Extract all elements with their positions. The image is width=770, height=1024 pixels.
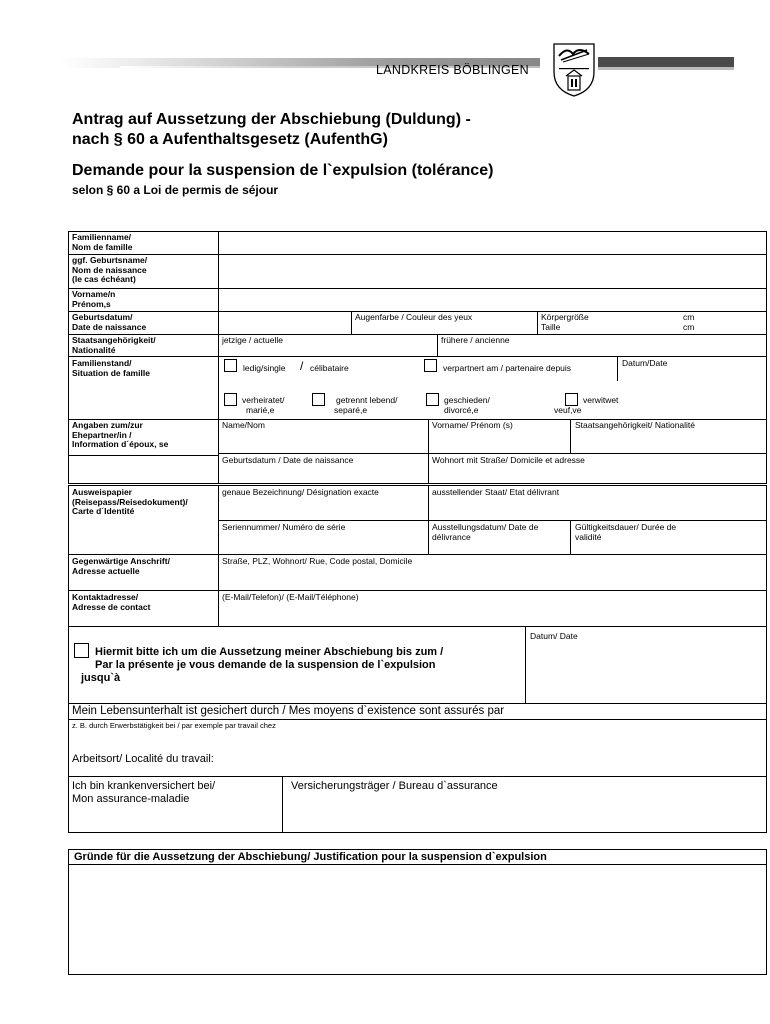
- livelihood-hint: z. B. durch Erwerbstätigkeit bei / par exemple par travail chez: [72, 721, 276, 730]
- birthdate-label-fr: Date de naissance: [72, 321, 147, 332]
- reasons-field[interactable]: [69, 865, 766, 974]
- surname-label: [72, 233, 132, 252]
- widowed-label-fr: veuf,ve: [554, 404, 582, 415]
- title-german-line1: Antrag auf Aussetzung der Abschiebung (Duldung) -: [72, 111, 471, 128]
- birthname-label-fr: Nom de naissance: [72, 264, 147, 275]
- single-separator: /: [300, 359, 304, 373]
- livelihood-field[interactable]: [69, 730, 766, 776]
- current-address-field[interactable]: [219, 567, 766, 590]
- id-issuing-state-field[interactable]: [429, 498, 766, 520]
- contact-address-label-de: Kontaktadresse/: [72, 592, 139, 602]
- separated-label: [334, 396, 397, 415]
- request-statement: [81, 646, 444, 685]
- insurance-label-de: Ich bin krankenversichert bei/: [72, 780, 216, 792]
- insurer-field[interactable]: [283, 794, 766, 832]
- id-validity-label: [575, 523, 676, 542]
- birthname-label-de: ggf. Geburtsname/: [72, 255, 148, 265]
- surname-field[interactable]: [219, 232, 766, 254]
- former-nationality-label: frühere / ancienne: [441, 335, 510, 345]
- married-label: [242, 396, 285, 415]
- civil-partnership-checkbox[interactable]: [424, 359, 437, 372]
- reasons-heading: Gründe für die Aussetzung der Abschiebung/ Justification pour la suspension d`expulsion: [74, 851, 547, 863]
- firstname-field[interactable]: [219, 289, 766, 311]
- height-unit-2: cm: [683, 321, 695, 332]
- request-statement-fr: Par la présente je vous demande de la suspension de l`expulsion: [95, 659, 436, 671]
- spouse-nationality-label: Staatsangehörigkeit/ Nationalité: [575, 420, 696, 430]
- insurance-label: [72, 780, 215, 806]
- height-unit: [683, 313, 694, 332]
- id-designation-label: genaue Bezeichnung/ Désignation exacte: [222, 487, 379, 497]
- divorced-label: [444, 396, 490, 415]
- birthname-field[interactable]: [219, 255, 766, 288]
- celibataire-label: célibataire: [310, 363, 349, 373]
- title-german-line2: nach § 60 a Aufenthaltsgesetz (AufenthG): [72, 131, 388, 148]
- civil-partnership-label: verpartnert am / partenaire depuis: [443, 363, 572, 373]
- former-nationality-field[interactable]: [438, 345, 766, 356]
- id-issue-date-label-l2: délivrance: [432, 531, 471, 542]
- title-french: Demande pour la suspension de l`expulsion (tolérance): [72, 162, 494, 179]
- spouse-label-l1: Angaben zum/zur: [72, 420, 143, 430]
- contact-address-label: [72, 593, 150, 612]
- eye-color-label: Augenfarbe / Couleur des yeux: [355, 312, 473, 322]
- spouse-birthdate-field[interactable]: [219, 466, 428, 483]
- marital-status-label-de: Familienstand/: [72, 358, 132, 368]
- height-label-de: Körpergröße: [541, 312, 589, 322]
- spouse-firstname-field[interactable]: [429, 431, 570, 453]
- id-serial-field[interactable]: [219, 533, 428, 554]
- request-statement-de: Hiermit bitte ich um die Aussetzung meiner Abschiebung bis zum /: [95, 646, 444, 658]
- subtitle-french: selon § 60 a Loi de permis de séjour: [72, 183, 279, 197]
- partnership-date-label: Datum/Date: [622, 358, 668, 368]
- current-address-hint: Straße, PLZ, Wohnort/ Rue, Code postal, Domicile: [222, 556, 413, 566]
- id-issuing-state-label: ausstellender Staat/ Etat délivrant: [432, 487, 560, 497]
- id-designation-field[interactable]: [219, 498, 428, 520]
- surname-label-de: Familienname/: [72, 232, 132, 242]
- contact-address-label-fr: Adresse de contact: [72, 601, 151, 612]
- header-bar-line: [598, 67, 734, 70]
- spouse-birthdate-label: Geburtsdatum / Date de naissance: [222, 455, 354, 465]
- id-document-label: [72, 488, 188, 517]
- id-validity-label-l2: validité: [575, 531, 602, 542]
- livelihood-heading: Mein Lebensunterhalt ist gesichert durch / Mes moyens d`existence sont assurés par: [72, 705, 505, 717]
- insurance-label-fr: Mon assurance-maladie: [72, 793, 190, 805]
- nationality-label-fr: Nationalité: [72, 344, 116, 355]
- separated-label-de: getrennt lebend/: [336, 395, 398, 405]
- id-document-label-l1: Ausweispapier: [72, 487, 132, 497]
- id-document-label-l2: (Reisepass/Reisedokument)/: [72, 496, 188, 507]
- married-label-fr: marié,e: [246, 404, 275, 415]
- single-checkbox[interactable]: [224, 359, 237, 372]
- id-validity-label-l1: Gültigkeitsdauer/ Durée de: [575, 522, 677, 532]
- divorced-label-fr: divorcé,e: [444, 404, 479, 415]
- surname-label-fr: Nom de famille: [72, 241, 133, 252]
- current-nationality-field[interactable]: [219, 345, 437, 356]
- firstname-label-de: Vorname/n: [72, 289, 116, 299]
- birthname-label: [72, 256, 147, 285]
- id-serial-label: Seriennummer/ Numéro de série: [222, 522, 346, 532]
- current-address-label: [72, 557, 170, 576]
- spouse-firstname-label: Vorname/ Prénom (s): [432, 420, 513, 430]
- id-issue-date-label: [432, 523, 538, 542]
- spouse-name-field[interactable]: [219, 431, 428, 453]
- spouse-name-label: Name/Nom: [222, 420, 265, 430]
- id-issue-date-label-l1: Ausstellungsdatum/ Date de: [432, 522, 539, 532]
- spouse-address-field[interactable]: [429, 466, 766, 483]
- current-address-label-de: Gegenwärtige Anschrift/: [72, 556, 170, 566]
- authority-name: LANDKREIS BÖBLINGEN: [376, 63, 529, 77]
- spouse-label-l3: Information d´époux, se: [72, 439, 169, 449]
- spouse-label: [72, 421, 168, 450]
- firstname-label-fr: Prénom,s: [72, 298, 111, 309]
- insurer-label: Versicherungsträger / Bureau d`assurance: [291, 780, 498, 792]
- nationality-label-de: Staatsangehörigkeit/: [72, 335, 156, 345]
- height-label: [541, 313, 589, 332]
- marital-status-label-fr: Situation de famille: [72, 367, 150, 378]
- birthname-label-note: (le cas échéant): [72, 274, 136, 284]
- contact-address-field[interactable]: [219, 603, 766, 626]
- widowed-label-de: verwitwet: [583, 395, 619, 405]
- birthdate-label-de: Geburtsdatum/: [72, 312, 133, 322]
- separated-checkbox[interactable]: [312, 393, 325, 406]
- married-checkbox[interactable]: [224, 393, 237, 406]
- request-statement-fr-cont: jusqu`à: [81, 672, 121, 684]
- request-date-field[interactable]: [526, 642, 766, 703]
- marital-status-label: [72, 359, 150, 378]
- spouse-nationality-field[interactable]: [571, 431, 766, 453]
- request-date-label: Datum/ Date: [530, 631, 578, 641]
- firstname-label: [72, 290, 115, 309]
- spouse-label-l2: Ehepartner/in /: [72, 429, 132, 440]
- height-unit-1: cm: [683, 312, 695, 322]
- current-address-label-fr: Adresse actuelle: [72, 565, 140, 576]
- single-label: ledig/single: [243, 363, 286, 373]
- married-label-de: verheiratet/: [242, 395, 285, 405]
- height-label-fr: Taille: [541, 321, 561, 332]
- spouse-address-label: Wohnort mit Straße/ Domicile et adresse: [432, 455, 585, 465]
- birthdate-field[interactable]: [219, 312, 351, 334]
- partnership-date-field[interactable]: [618, 369, 766, 381]
- request-checkbox[interactable]: [74, 643, 89, 658]
- divorced-label-de: geschieden/: [444, 395, 490, 405]
- workplace-label: Arbeitsort/ Localité du travail:: [72, 753, 214, 765]
- eye-color-field[interactable]: [352, 323, 537, 334]
- current-nationality-label: jetzige / actuelle: [222, 335, 283, 345]
- coat-of-arms-icon: [551, 42, 597, 98]
- separated-label-fr: separé,e: [334, 404, 368, 415]
- contact-address-hint: (E-Mail/Telefon)/ (E-Mail/Téléphone): [222, 592, 359, 602]
- nationality-label: [72, 336, 156, 355]
- id-document-label-l3: Carte d´Identité: [72, 506, 135, 516]
- title-german: [72, 110, 471, 150]
- widowed-label: [554, 395, 619, 415]
- birthdate-label: [72, 313, 146, 332]
- divorced-checkbox[interactable]: [426, 393, 439, 406]
